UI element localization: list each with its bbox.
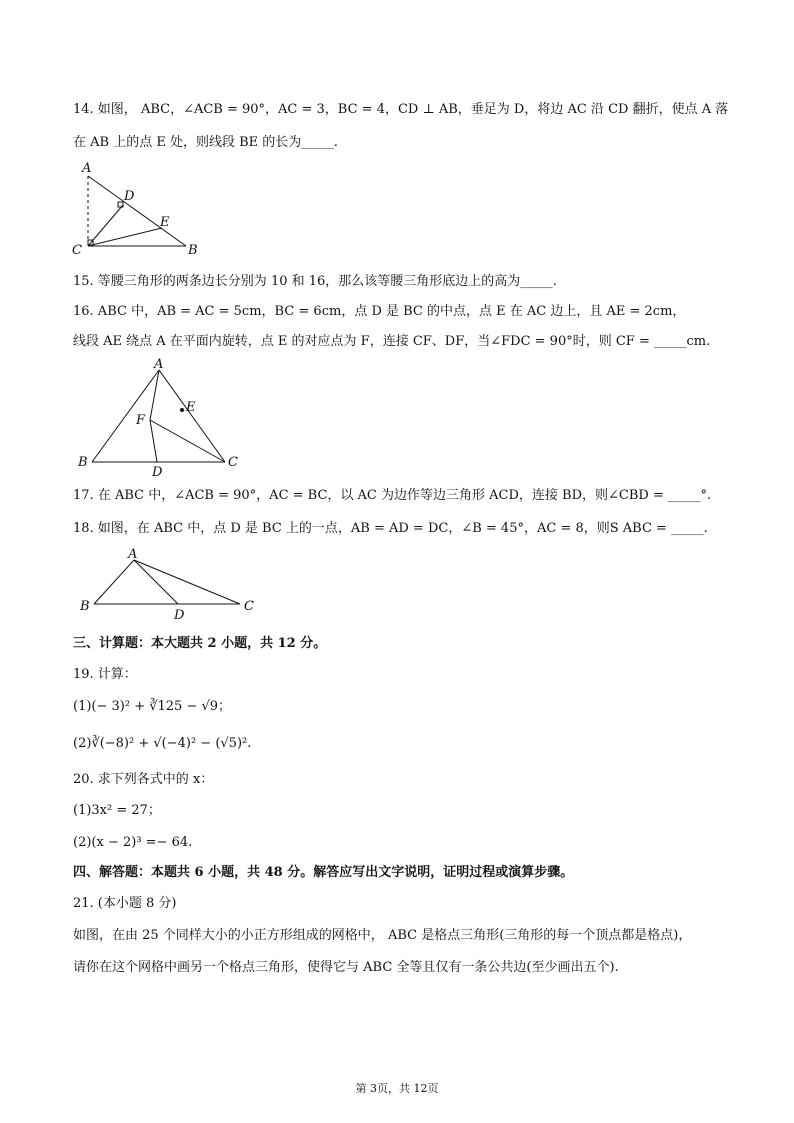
label-A: A: [128, 547, 138, 562]
figure-q18: [72, 546, 262, 622]
label-C: C: [228, 455, 238, 470]
line-q21: 21. (本小题 8 分): [73, 896, 177, 911]
line-q16b: 线段 AE 绕点 A 在平面内旋转，点 E 的对应点为 F，连接 CF、DF，当∠FDC = 90°时，则 CF = _____cm.: [73, 334, 711, 349]
label-B: B: [80, 599, 90, 614]
label-E: E: [160, 215, 170, 230]
line-q20: 20. 求下列各式中的 x：: [73, 772, 214, 787]
line-q19-2: (2)∛(−8)² + √(−4)² − (√5)².: [73, 736, 252, 751]
line-q14a: 14. 如图， ABC，∠ACB = 90°，AC = 3，BC = 4，CD ⊥ AB，垂足为 D，将边 AC 沿 CD 翻折，使点 A 落: [73, 102, 729, 117]
label-D: D: [124, 189, 135, 204]
label-D: D: [152, 465, 163, 480]
label-E: E: [186, 400, 196, 415]
line-q18: 18. 如图，在 ABC 中，点 D 是 BC 上的一点，AB = AD = DC，∠B = 45°，AC = 8，则S ABC = _____.: [73, 521, 708, 536]
figure-q14: [68, 160, 203, 258]
line-q21b: 请你在这个网格中画另一个格点三角形，使得它与 ABC 全等且仅有一条公共边(至少画出五个).: [73, 960, 619, 975]
label-A: A: [82, 161, 92, 176]
label-C: C: [72, 243, 82, 258]
line-q17: 17. 在 ABC 中，∠ACB = 90°，AC = BC，以 AC 为边作等边三角形 ACD，连接 BD，则∠CBD = _____°.: [73, 488, 712, 503]
section-heading-3: 三、计算题：本大题共 2 小题，共 12 分。: [73, 636, 327, 651]
label-D: D: [174, 608, 185, 622]
line-q15: 15. 等腰三角形的两条边长分别为 10 和 16，那么该等腰三角形底边上的高为_____.: [73, 274, 557, 289]
line-q19: 19. 计算：: [73, 667, 137, 682]
label-A: A: [154, 358, 164, 372]
figure-q16: [72, 358, 247, 480]
line-q20-1: (1)3x² = 27；: [73, 803, 161, 818]
label-B: B: [78, 455, 88, 470]
line-q14b: 在 AB 上的点 E 处，则线段 BE 的长为_____.: [73, 135, 338, 150]
line-q20-2: (2)(x − 2)³ =− 64.: [73, 835, 193, 850]
line-q19-1: (1)(− 3)² + ∛125 − √9；: [73, 699, 232, 714]
label-F: F: [136, 413, 146, 428]
label-C: C: [244, 599, 254, 614]
label-B: B: [188, 243, 198, 258]
line-q21a: 如图，在由 25 个同样大小的小正方形组成的网格中， ABC 是格点三角形(三角形的每一个顶点都是格点)，: [73, 928, 692, 943]
page-footer: 第 3页，共 12页: [355, 1082, 439, 1095]
line-q16a: 16. ABC 中，AB = AC = 5cm，BC = 6cm，点 D 是 BC 的中点，点 E 在 AC 边上，且 AE = 2cm，: [73, 304, 686, 319]
section-heading-4: 四、解答题：本题共 6 小题，共 48 分。解答应写出文字说明，证明过程或演算步骤。: [73, 865, 574, 880]
